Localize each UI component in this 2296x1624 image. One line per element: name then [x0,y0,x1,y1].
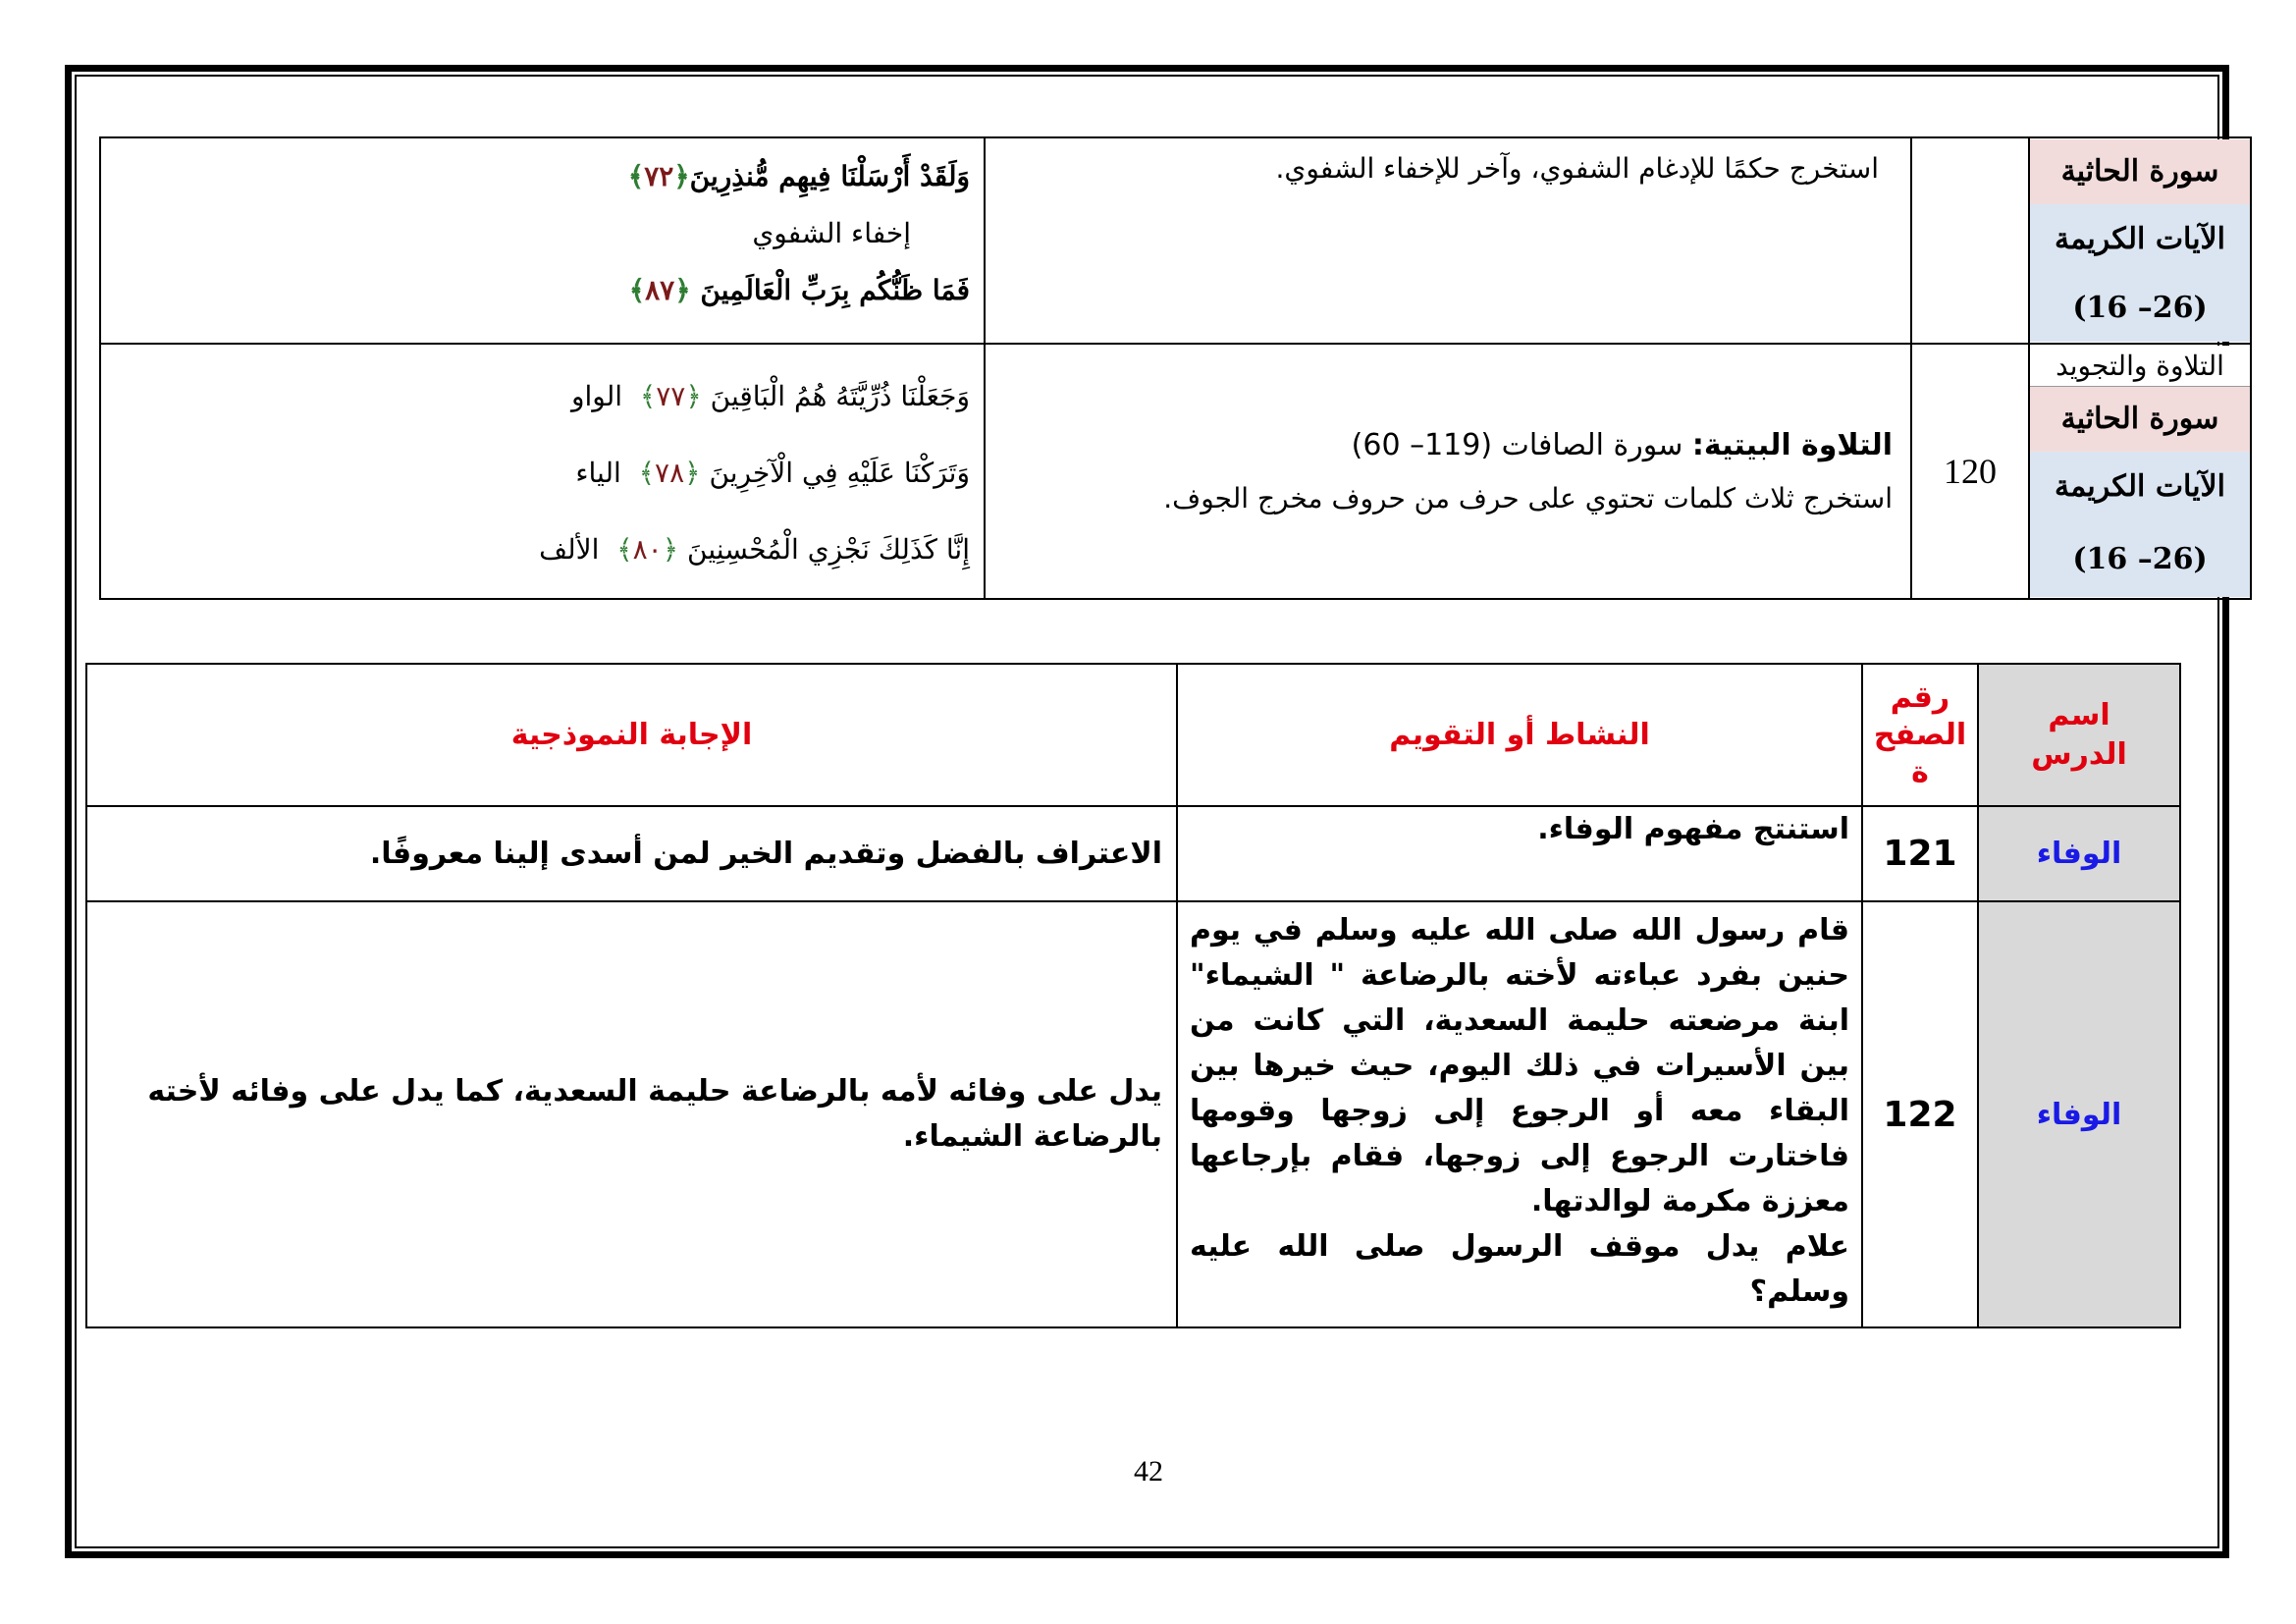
letter-label: الواو [570,380,623,412]
ayah-number: ٨٧ [645,274,675,306]
activity-text: استخرج حكمًا للإدغام الشفوي، وآخر للإخفاء الشفوي. [1275,152,1879,185]
activity-text: استخرج ثلاث كلمات تحتوي على حرف من حروف مخرج الجوف. [1163,482,1893,514]
ayah-number: ٨٠ [632,533,663,566]
ayah-text: وَتَرَكْنَا عَلَيْهِ فِي الْآخِرِينَ [709,457,970,489]
header-lesson-name: اسم الدرس [1978,664,2180,806]
surah-name: سورة الحاثية [2030,387,2250,452]
ayah-number: ٧٨ [655,457,685,489]
surah-name: سورة الحاثية [2030,139,2250,204]
lesson-name-cell: الوفاء [1978,901,2180,1327]
tajweed-table [99,136,2252,600]
ayah-text: وَلَقَدْ أَرْسَلْنَا فِيهِم مُّنذِرِينَ [689,160,970,192]
letter-label: الياء [575,457,621,489]
page-number-cell: 121 [1862,806,1978,901]
ayah-text: فَمَا ظَنُّكُم بِرَبِّ الْعَالَمِينَ [700,274,970,306]
ayah-number: ٧٧ [656,380,686,412]
table-row [86,806,2180,901]
header-page-number: رقم الصفح ة [1862,664,1978,806]
ayat-range: (16 –26) [2030,522,2250,597]
activity-cell [985,137,1911,344]
ayah-line: وَلَقَدْ أَرْسَلْنَا فِيهِم مُّنذِرِينَ﴿٧٢﴾ [627,160,970,192]
ayat-range: (16 –26) [2030,275,2250,342]
tajweed-row-1 [100,137,2251,344]
header-row [86,664,2180,806]
activity-text: قام رسول الله صلى الله عليه وسلم في يوم حنين بفرد عباءته لأخته بالرضاعة " الشيماء" ابنة مرضعته حليمة السعدية، التي كانت من بين الأسيرات في ذلك اليوم، حيث خيرها بين البقاء معه أو الرجوع إلى زوجها وقومها فاختارت الرجوع إلى زوجها، فقام بإرجاعها معززة مكرمة لوالدتها. [1190,913,1849,1218]
lesson-name-cell: الوفاء [1978,806,2180,901]
ayat-label: الآيات الكريمة [2030,452,2250,522]
lesson-cell [2029,137,2251,344]
answer-cell: يدل على وفائه لأمه بالرضاعة حليمة السعدية، كما يدل على وفائه لأخته بالرضاعة الشيماء. [86,901,1177,1327]
tajweed-label: إخفاء الشفوي [752,217,911,249]
page-number-cell [1911,137,2029,344]
header-answer: الإجابة النموذجية [86,664,1177,806]
activity-cell [1177,901,1862,1327]
activity-question: علام يدل موقف الرسول صلى الله عليه وسلم؟ [1190,1229,1849,1309]
ayah-line: وَجَعَلْنَا ذُرِّيَّتَهُ هُمُ الْبَاقِينَ ﴿٧٧﴾ الواو [570,380,970,412]
letter-label: الألف [539,533,600,566]
tajweed-row-2 [100,344,2251,599]
ayah-text: وَجَعَلْنَا ذُرِّيَّتَهُ هُمُ الْبَاقِينَ [710,380,970,412]
lesson-table [85,663,2181,1328]
table-row [86,901,2180,1327]
ayah-cell [100,137,985,344]
home-recitation-range: (60 –119) [1351,428,1493,462]
ayah-line: فَمَا ظَنُّكُم بِرَبِّ الْعَالَمِينَ ﴿٨٧﴾ [628,274,970,306]
page-number-cell: 122 [1862,901,1978,1327]
answer-cell: الاعتراف بالفضل وتقديم الخير لمن أسدى إلينا معروفًا. [86,806,1177,901]
activity-cell [985,344,1911,599]
ayat-label: الآيات الكريمة [2030,204,2250,275]
ayah-text: إِنَّا كَذَلِكَ نَجْزِي الْمُحْسِنِينَ [687,533,970,566]
ayah-line: وَتَرَكْنَا عَلَيْهِ فِي الْآخِرِينَ ﴿٧٨﴾ الياء [575,457,970,489]
home-recitation-title: التلاوة البيتية: [1691,428,1893,462]
ayah-number: ٧٢ [644,160,674,192]
home-recitation-line [1003,418,1893,473]
page-number-cell: 120 [1911,344,2029,599]
lesson-cell [2029,344,2251,599]
page-number: 42 [1134,1455,1163,1488]
header-activity: النشاط أو التقويم [1177,664,1862,806]
ayah-line: إِنَّا كَذَلِكَ نَجْزِي الْمُحْسِنِينَ ﴿٨٠﴾ الألف [539,533,970,566]
subject-name: التلاوة والتجويد [2030,346,2250,387]
activity-cell: استنتج مفهوم الوفاء. [1177,806,1862,901]
ayah-cell [100,344,985,599]
home-recitation-surah: سورة الصافات [1501,428,1683,462]
